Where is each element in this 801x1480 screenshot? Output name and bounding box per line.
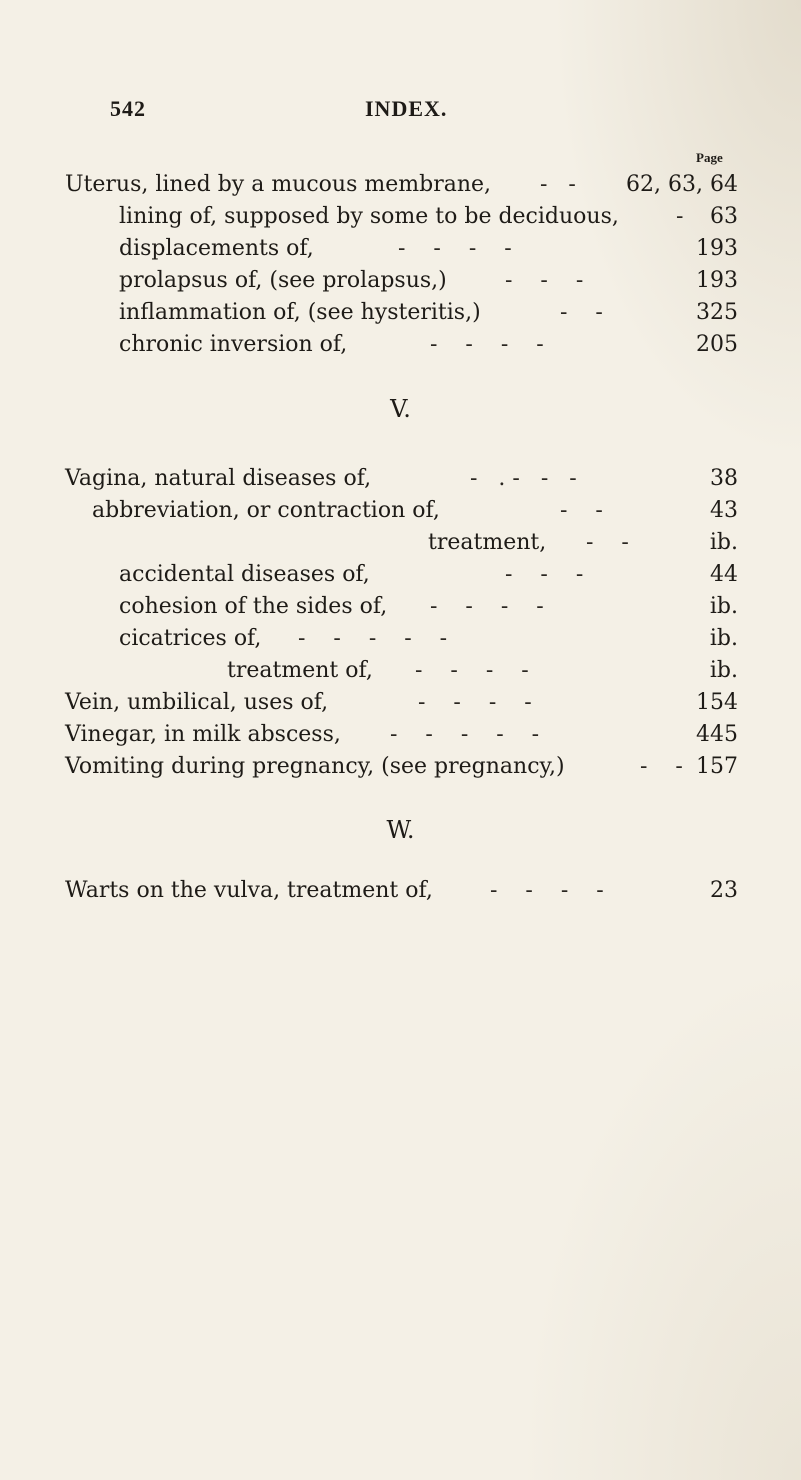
entry-leader: - - - bbox=[505, 562, 584, 587]
entry-term: Vagina, natural diseases of, bbox=[65, 466, 372, 491]
entry-term: Vein, umbilical, uses of, bbox=[65, 690, 329, 715]
entry-term: prolapsus of, (see prolapsus,) bbox=[119, 268, 447, 293]
index-entry bbox=[0, 168, 801, 202]
entry-leader: - - - - bbox=[430, 594, 544, 619]
entry-leader: - - - - bbox=[415, 658, 529, 683]
entry-term: inflammation of, (see hysteritis,) bbox=[119, 300, 481, 325]
index-entry bbox=[0, 750, 801, 784]
entry-leader: - - bbox=[540, 172, 576, 197]
entry-leader: - - - - - bbox=[390, 722, 540, 747]
entry-page: 63 bbox=[710, 204, 738, 229]
entry-term: cicatrices of, bbox=[119, 626, 262, 651]
entry-page: 193 bbox=[696, 236, 738, 261]
page-column-label: Page bbox=[696, 150, 723, 165]
entry-page: 23 bbox=[710, 878, 738, 903]
entry-term: Vinegar, in milk abscess, bbox=[65, 722, 341, 747]
entry-leader: - - - - bbox=[430, 332, 544, 357]
entry-term: cohesion of the sides of, bbox=[119, 594, 388, 619]
entry-page: 43 bbox=[710, 498, 738, 523]
entry-leader: - - - - bbox=[418, 690, 532, 715]
entry-page: 445 bbox=[696, 722, 738, 747]
entry-page: ib. bbox=[709, 658, 738, 683]
entry-leader: - - - bbox=[505, 268, 584, 293]
entry-page: ib. bbox=[709, 626, 738, 651]
index-entry bbox=[0, 718, 801, 752]
index-entry bbox=[0, 622, 801, 656]
entry-page: 157 bbox=[696, 754, 738, 779]
entry-term: abbreviation, or contraction of, bbox=[92, 498, 440, 523]
entry-term: Uterus, lined by a mucous membrane, bbox=[65, 172, 492, 197]
entry-leader: - - - - - bbox=[298, 626, 448, 651]
entry-leader: - - - - bbox=[398, 236, 512, 261]
entry-page: ib. bbox=[709, 530, 738, 555]
index-entry bbox=[0, 232, 801, 266]
page-number: 542 bbox=[110, 96, 146, 121]
index-entry bbox=[0, 558, 801, 592]
entry-page: 44 bbox=[710, 562, 738, 587]
entry-leader: - - bbox=[560, 300, 603, 325]
entry-page: 38 bbox=[710, 466, 738, 491]
index-entry bbox=[0, 686, 801, 720]
index-entry bbox=[0, 874, 801, 908]
index-entry bbox=[0, 200, 801, 234]
entry-page: 325 bbox=[696, 300, 738, 325]
section-letter-v: V. bbox=[390, 395, 411, 423]
entry-term: Vomiting during pregnancy, (see pregnancy,) bbox=[65, 754, 565, 779]
section-letter-w: W. bbox=[386, 816, 415, 844]
entry-term: lining of, supposed by some to be deciduous, bbox=[119, 204, 619, 229]
entry-leader: - - bbox=[640, 754, 683, 779]
entry-term: accidental diseases of, bbox=[119, 562, 370, 587]
entry-term: displacements of, bbox=[119, 236, 314, 261]
index-entry bbox=[0, 494, 801, 528]
index-entry bbox=[0, 296, 801, 330]
entry-term: chronic inversion of, bbox=[119, 332, 348, 357]
entry-term: treatment of, bbox=[227, 658, 373, 683]
entry-leader: - . - - - bbox=[470, 466, 577, 491]
running-head bbox=[110, 96, 447, 122]
index-entry bbox=[0, 462, 801, 496]
index-entry bbox=[0, 328, 801, 362]
entry-page: 205 bbox=[696, 332, 738, 357]
entry-leader: - - bbox=[586, 530, 629, 555]
entry-leader: - bbox=[676, 204, 684, 229]
entry-term: treatment, bbox=[428, 530, 547, 555]
entry-leader: - - - - bbox=[490, 878, 604, 903]
index-entry bbox=[0, 654, 801, 688]
entry-page: ib. bbox=[709, 594, 738, 619]
index-entry bbox=[0, 590, 801, 624]
index-entry bbox=[0, 264, 801, 298]
running-title: INDEX. bbox=[365, 96, 448, 121]
entry-page: 62, 63, 64 bbox=[626, 172, 738, 197]
entry-page: 193 bbox=[696, 268, 738, 293]
entry-page: 154 bbox=[696, 690, 738, 715]
entry-term: Warts on the vulva, treatment of, bbox=[65, 878, 433, 903]
index-entry bbox=[0, 526, 801, 560]
entry-leader: - - bbox=[560, 498, 603, 523]
